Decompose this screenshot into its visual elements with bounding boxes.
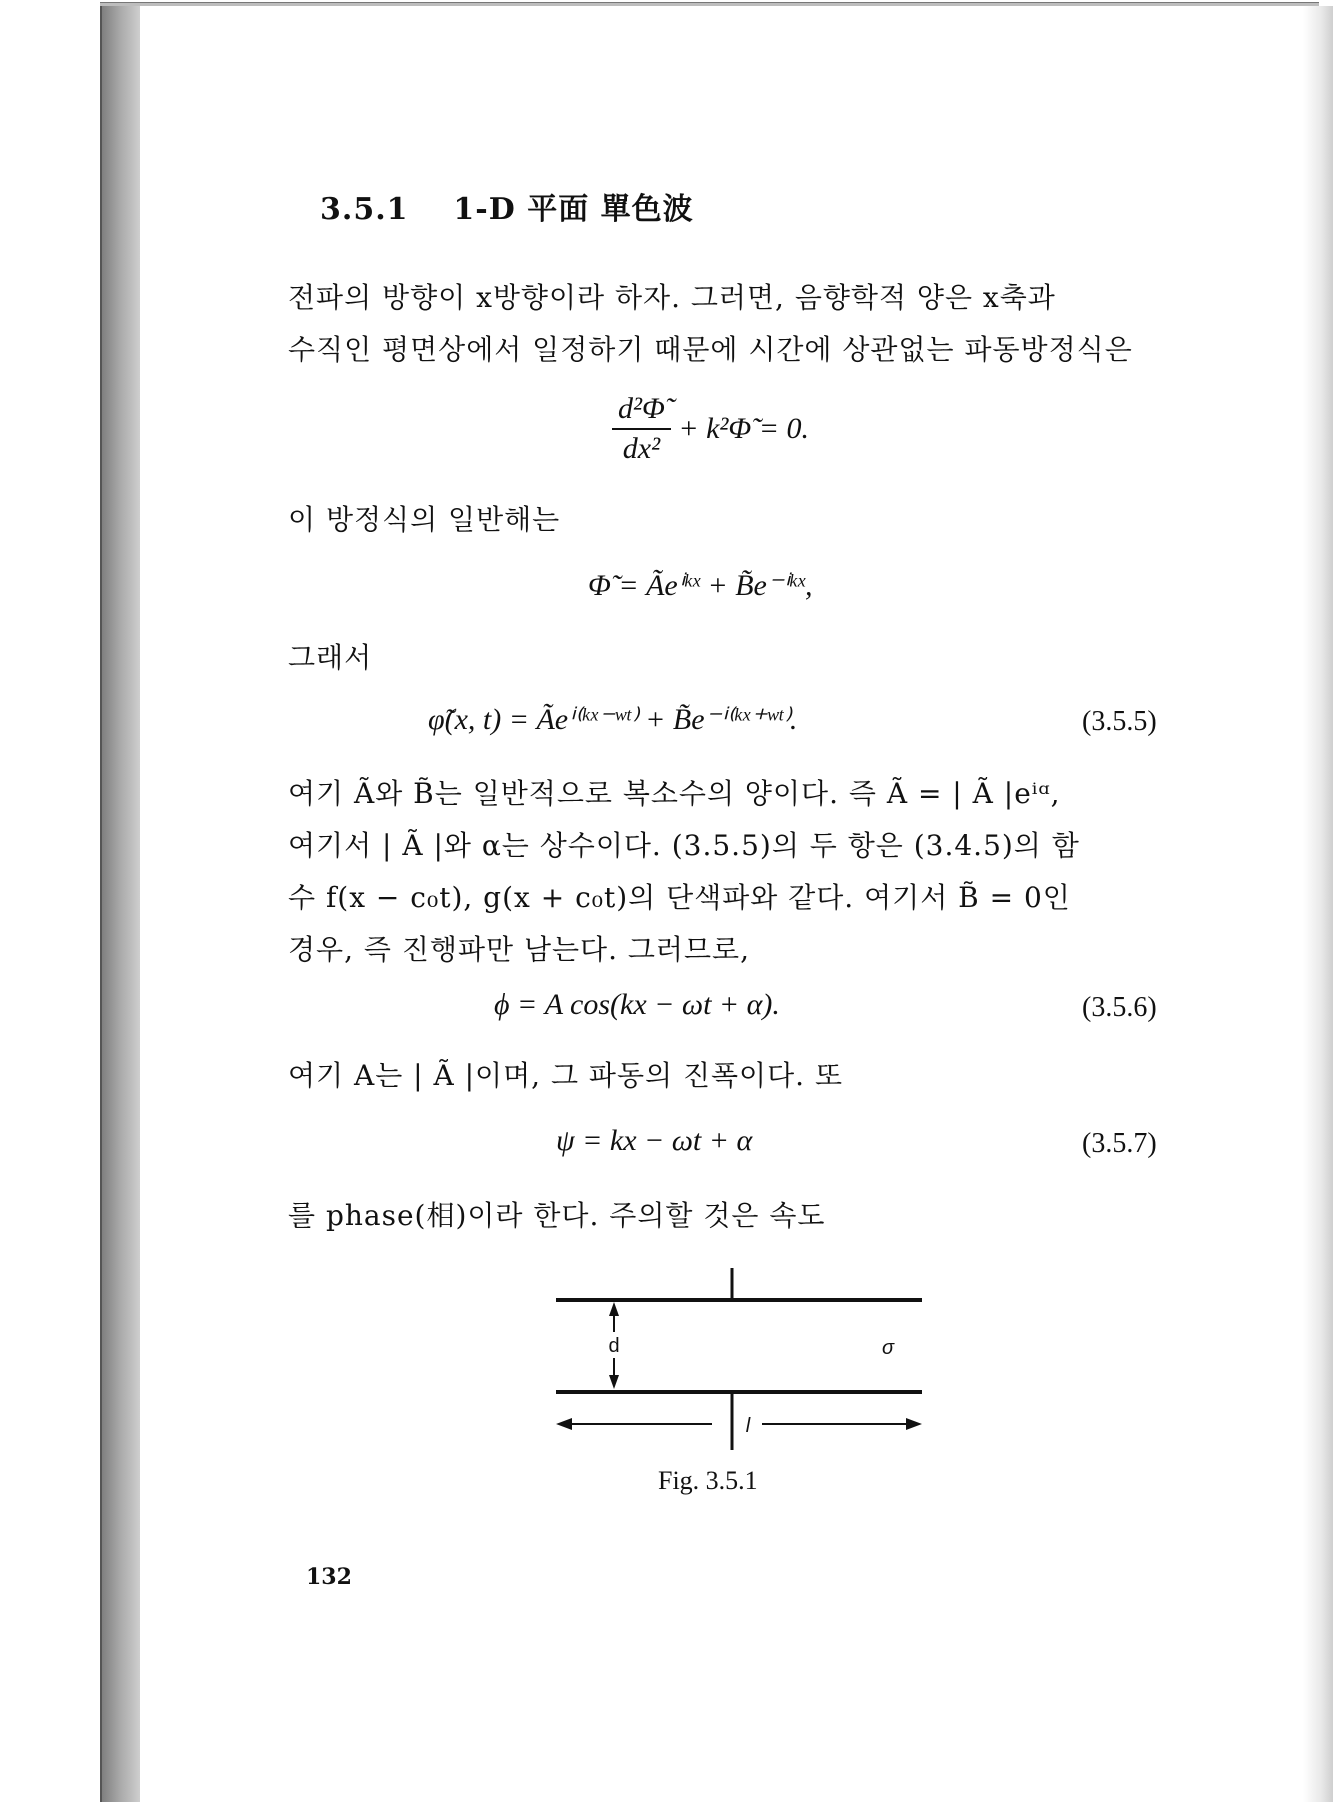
equation-wave (612, 392, 809, 466)
paragraph-2-line-1: 여기 Ã와 B̃는 일반적으로 복소수의 양이다. 즉 Ã = | Ã |eⁱᵅ, (288, 777, 1061, 810)
paragraph-2-line-4: 경우, 즉 진행파만 남는다. 그러므로, (288, 933, 750, 966)
equation-number-3-5-6: (3.5.6) (1082, 992, 1157, 1023)
section-heading (320, 184, 694, 228)
paragraph-2-line-3: 수 f(x − c₀t), g(x + c₀t)의 단색파와 같다. 여기서 B̃ = 0인 (288, 881, 1071, 914)
text-therefore: 그래서 (288, 641, 373, 674)
paragraph-2-line-2: 여기서 | Ã |와 α는 상수이다. (3.5.5)의 두 항은 (3.4.5)의 함 (288, 829, 1080, 862)
figure-l-arrow-right (906, 1418, 922, 1430)
text-phase: 를 phase(相)이라 한다. 주의할 것은 속도 (288, 1199, 826, 1232)
figure-l-arrow-left (556, 1418, 572, 1430)
paragraph-1 (288, 272, 1133, 376)
paragraph-1-line-1: 전파의 방향이 x방향이라 하자. 그러면, 음향학적 양은 x축과 (288, 281, 1056, 314)
figure-d-arrow-down (609, 1375, 619, 1389)
equation-general-solution: Φ̃ = Ãeⁱᵏˣ + B̃e⁻ⁱᵏˣ, (588, 569, 813, 602)
page-number: 132 (306, 1564, 352, 1590)
figure-caption: Fig. 3.5.1 (658, 1466, 758, 1495)
section-title: 1-D 平面 單色波 (453, 192, 694, 227)
equation-wave-rest: + k²Φ̃ = 0. (678, 412, 809, 445)
equation-wave-numerator: d²Φ̃ (612, 392, 671, 430)
section-number: 3.5.1 (320, 192, 409, 227)
equation-3-5-5: φ̃(x, t) = Ãeⁱ⁽ᵏˣ⁻ʷᵗ⁾ + B̃e⁻ⁱ⁽ᵏˣ⁺ʷᵗ⁾. (428, 703, 798, 736)
paragraph-2 (288, 768, 1080, 976)
figure-label-l: l (745, 1415, 751, 1437)
paragraph-1-line-2: 수직인 평면상에서 일정하기 때문에 시간에 상관없는 파동방정식은 (288, 333, 1133, 366)
equation-3-5-7: ψ = kx − ωt + α (556, 1124, 753, 1157)
page-edge-shadow (1303, 6, 1333, 1802)
figure-3-5-1 (540, 1258, 940, 1458)
figure-label-sigma: σ (881, 1337, 895, 1359)
figure-d-arrow-up (609, 1302, 619, 1316)
equation-wave-denominator: dx² (622, 432, 661, 465)
equation-number-3-5-7: (3.5.7) (1082, 1128, 1157, 1159)
text-general-solution: 이 방정식의 일반해는 (288, 503, 561, 536)
text-amplitude: 여기 A는 | Ã |이며, 그 파동의 진폭이다. 또 (288, 1059, 843, 1092)
equation-wave-fraction (612, 392, 671, 466)
equation-3-5-6: ϕ = A cos(kx − ωt + α). (494, 988, 780, 1021)
book-spine (100, 6, 142, 1802)
figure-label-d: d (608, 1335, 620, 1357)
equation-number-3-5-5: (3.5.5) (1082, 706, 1157, 737)
